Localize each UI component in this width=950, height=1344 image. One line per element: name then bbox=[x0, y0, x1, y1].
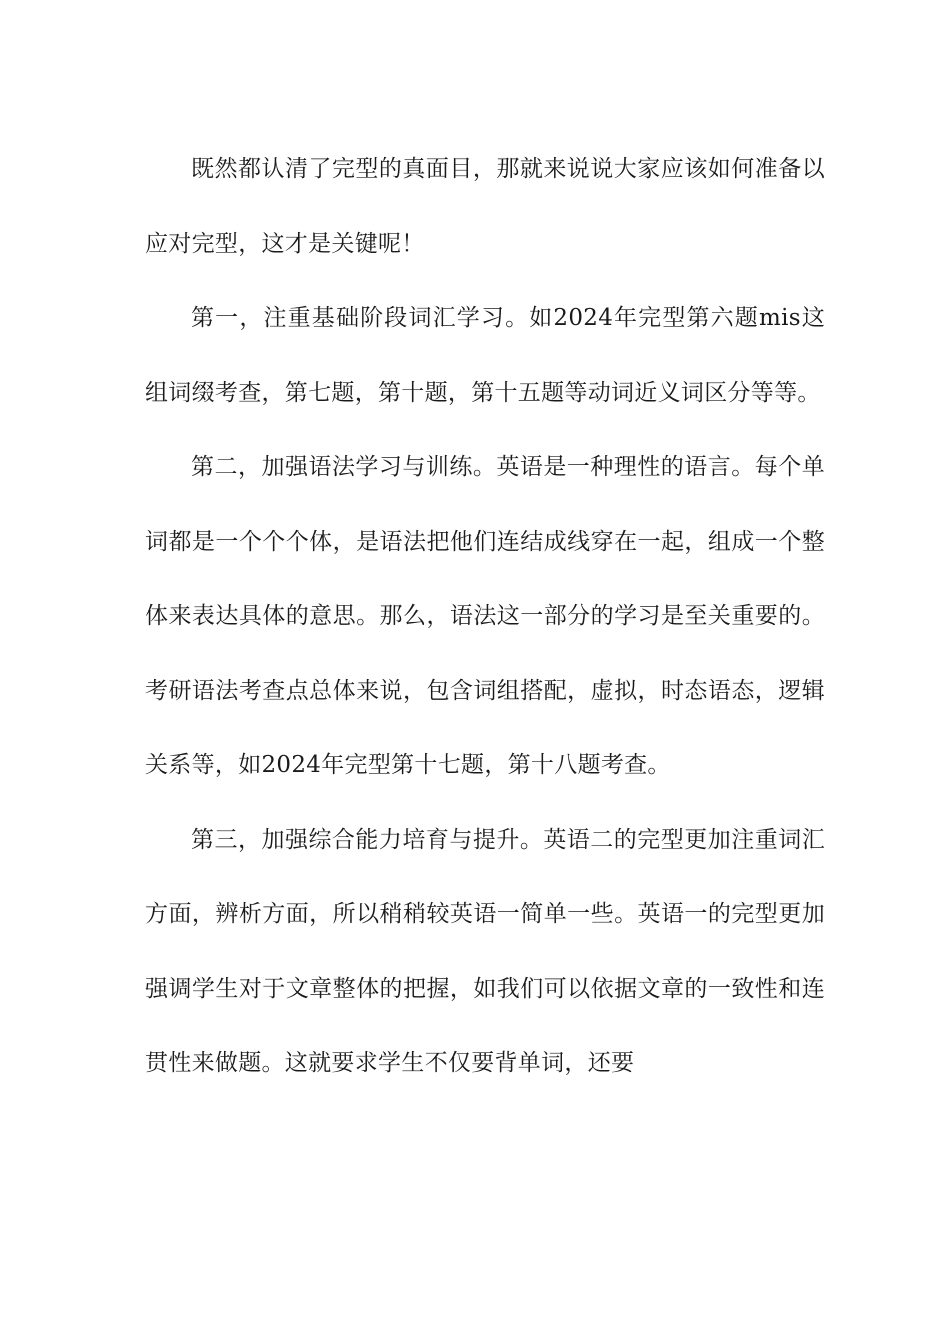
document-body bbox=[145, 132, 825, 1101]
paragraph-grammar: 第二，加强语法学习与训练。英语是一种理性的语言。每个单词都是一个个个体，是语法把他们连结成线穿在一起，组成一个整体来表达具体的意思。那么，语法这一部分的学习是至关重要的。考研语法考查点总体来说，包含词组搭配，虚拟，时态语态，逻辑关系等，如2024年完型第十七题，第十八题考查。 bbox=[145, 454, 825, 778]
paragraph-comprehensive: 第三，加强综合能力培育与提升。英语二的完型更加注重词汇方面，辨析方面，所以稍稍较英语一简单一些。英语一的完型更加强调学生对于文章整体的把握，如我们可以依据文章的一致性和连贯性来做题。这就要求学生不仅要背单词，还要 bbox=[145, 826, 825, 1076]
paragraph-vocabulary: 第一，注重基础阶段词汇学习。如2024年完型第六题mis这组词缀考查，第七题，第十题，第十五题等动词近义词区分等等。 bbox=[145, 305, 825, 406]
paragraph-intro: 既然都认清了完型的真面目，那就来说说大家应该如何准备以应对完型，这才是关键呢！ bbox=[145, 156, 825, 257]
